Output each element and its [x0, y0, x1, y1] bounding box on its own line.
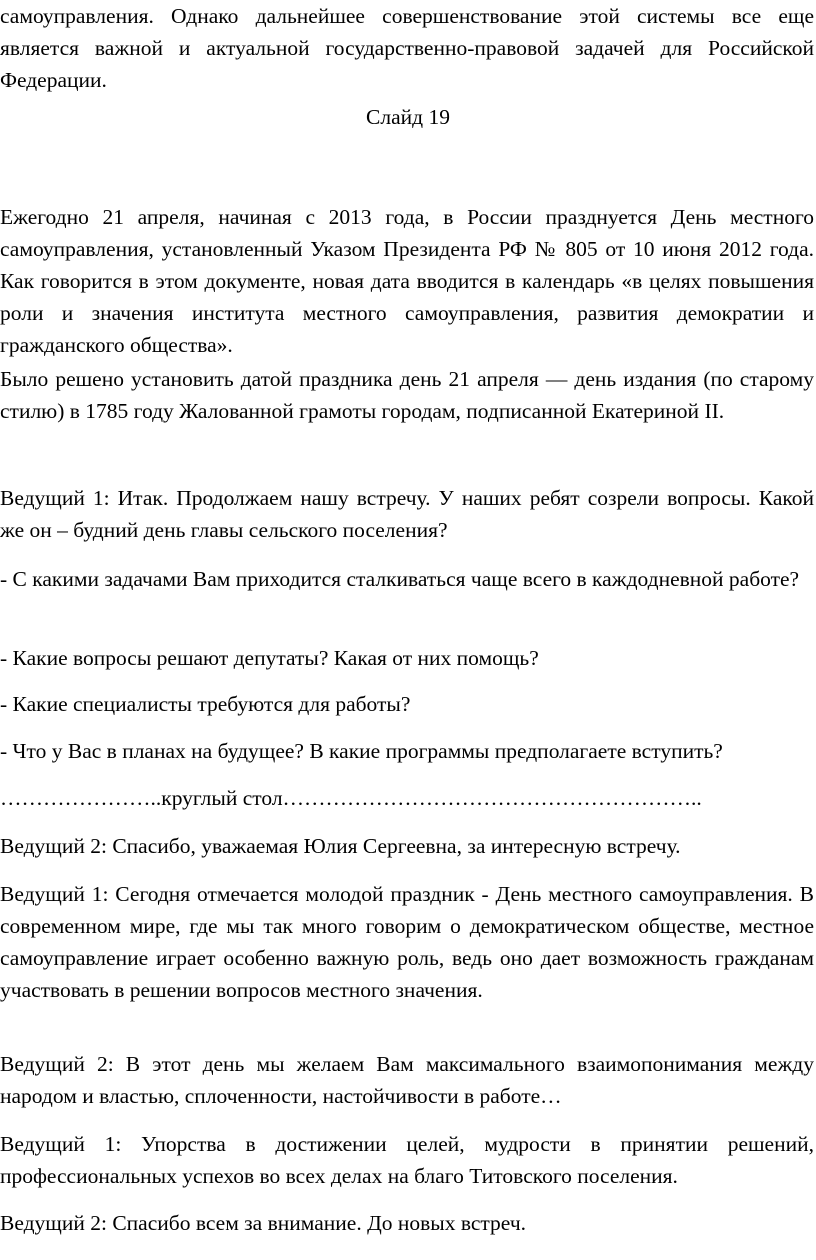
question-4: - Что у Вас в планах на будущее? В какие программы предполагаете вступить? — [0, 739, 723, 763]
host1-wish: Ведущий 1: Упорства в достижении целей, мудрости в принятии решений, профессиональных успехов во всех делах на благо Титовского поселения. — [0, 1132, 814, 1188]
paragraph-date: Было решено установить датой праздника день 21 апреля — день издания (по старому стилю) в 1785 году Жалованной грамоты городам, подписанной Екатериной II. — [0, 367, 814, 423]
question-3: - Какие специалисты требуются для работы? — [0, 692, 411, 716]
question-2: - Какие вопросы решают депутаты? Какая от них помощь? — [0, 646, 539, 670]
paragraph-holiday: Ежегодно 21 апреля, начиная с 2013 года, в России празднуется День местного самоуправления, установленный Указом Президента РФ № 805 от 10 июня 2012 года. Как говорится в этом документе, новая дата вводится в календарь «в целях повышения роли и значения института местного самоуправления, развития демократии и гражданского общества». — [0, 205, 814, 357]
slide-label: Слайд 19 — [366, 105, 450, 129]
host1-holiday: Ведущий 1: Сегодня отмечается молодой праздник - День местного самоуправления. В современном мире, где мы так много говорим о демократическом обществе, местное самоуправление играет особенно важную роль, ведь оно дает возможность гражданам участвовать в решении вопросов местного значения. — [0, 882, 814, 1002]
host2-wish: Ведущий 2: В этот день мы желаем Вам максимального взаимопонимания между народом и властью, сплоченности, настойчивости в работе… — [0, 1052, 814, 1108]
intro-paragraph: самоуправления. Однако дальнейшее совершенствование этой системы все еще является важной и актуальной государственно-правовой задачей для Российской Федерации. — [0, 4, 814, 92]
host1-intro: Ведущий 1: Итак. Продолжаем нашу встречу. У наших ребят созрели вопросы. Какой же он – будний день главы сельского поселения? — [0, 486, 814, 542]
host2-thanks: Ведущий 2: Спасибо, уважаемая Юлия Сергеевна, за интересную встречу. — [0, 834, 681, 858]
question-1: - С какими задачами Вам приходится сталкиваться чаще всего в каждодневной работе? — [0, 567, 800, 591]
round-table-separator: …………………..круглый стол………………………………………………….. — [0, 786, 702, 810]
host2-closing: Ведущий 2: Спасибо всем за внимание. До новых встреч. — [0, 1211, 527, 1235]
